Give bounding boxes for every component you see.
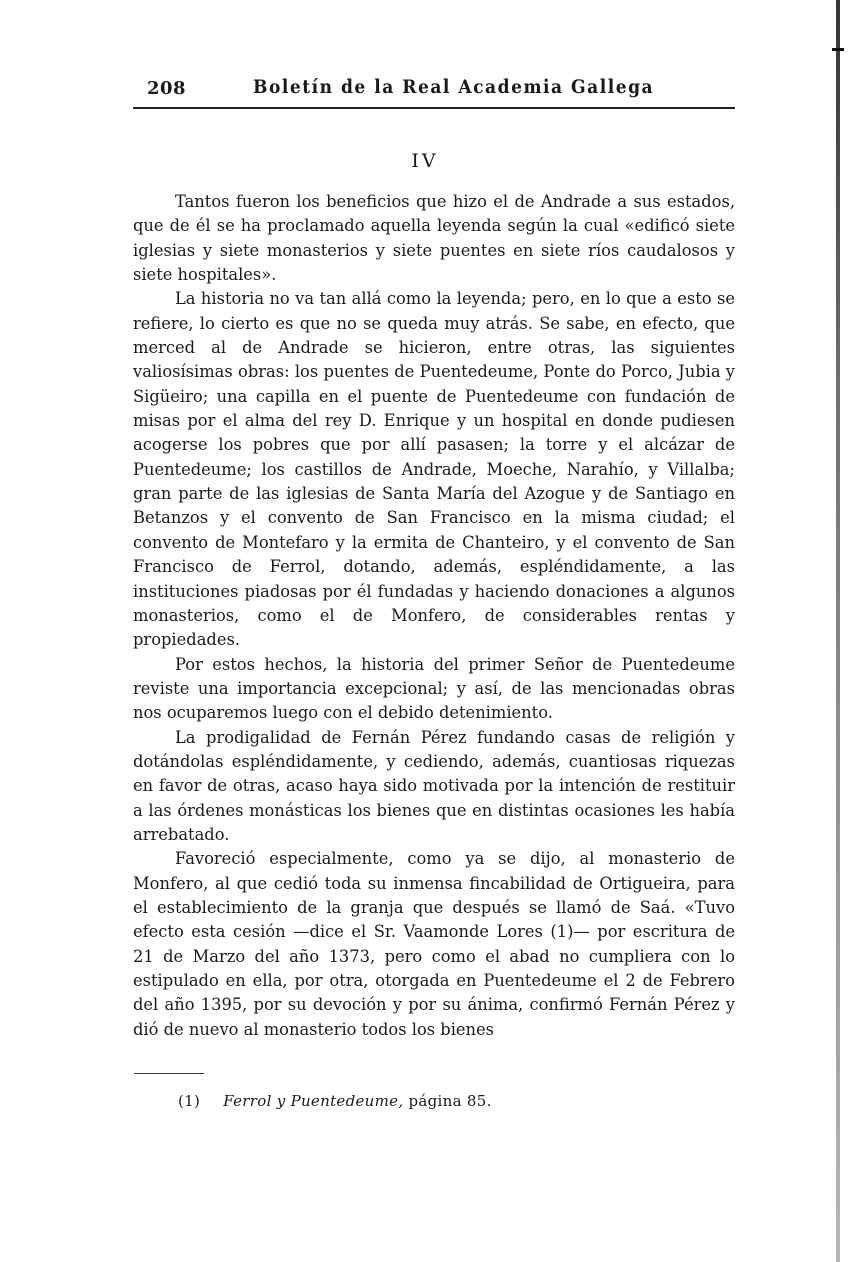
- running-header: [133, 70, 735, 106]
- footnote-page-ref: página 85.: [408, 1092, 492, 1110]
- body-text: [133, 190, 735, 1042]
- footnote-number: (1): [178, 1092, 201, 1110]
- footnote-rule: [134, 1073, 204, 1074]
- paragraph: Favoreció especialmente, como ya se dijo, al monasterio de Monfero, al que cedió toda su inmensa fincabilidad de Ortigueira, para el establecimiento de la granja que después se llamó de Saá. «Tuvo efecto esta cesión —dice el Sr. Vaamonde Lores (1)— por escritura de 21 de Marzo del año 1373, pero como el abad no cumpliera con lo estipulado en ella, por otra, otorgada en Puentedeume el 2 de Febrero del año 1395, por su devoción y por su ánima, confirmó Fernán Pérez y dió de nuevo al monasterio todos los bienes: [133, 849, 735, 1039]
- journal-title: Boletín de la Real Academia Gallega: [253, 76, 655, 98]
- footnote-source-title: Ferrol y Puentedeume,: [223, 1092, 404, 1110]
- paragraph: La historia no va tan allá como la leyenda; pero, en lo que a esto se refiere, lo cierto es que no se queda muy atrás. Se sabe, en efecto, que merced al de Andrade se hicieron, entre otras, las siguientes valiosísimas obras: los puentes de Puentedeume, Ponte do Porco, Jubia y Sigüeiro; una capilla en el puente de Puentedeume con fundación de misas por el alma del rey D. Enrique y un hospital en donde pudiesen acogerse los pobres que por allí pasasen; la torre y el alcázar de Puentedeume; los castillos de Andrade, Moeche, Narahío, y Villalba; gran parte de las iglesias de Santa María del Azogue y de Santiago en Betanzos y el convento de San Francisco en la misma ciudad; el convento de Montefaro y la ermita de Chanteiro, y el convento de San Francisco de Ferrol, dotando, además, espléndidamente, a las instituciones piadosas por él fundadas y haciendo donaciones a algunos monasterios, como el de Monfero, de considerables rentas y propiedades.: [133, 289, 735, 650]
- scan-edge-shadow: [836, 0, 840, 1262]
- paragraph: La prodigalidad de Fernán Pérez fundando casas de religión y dotándolas espléndidamente, y cediendo, además, cuantiosas riquezas en favor de otras, acaso haya sido motivada por la intención de restituir a las órdenes monásticas los bienes que en distintas ocasiones les había arrebatado.: [133, 727, 735, 844]
- footnote: [178, 1092, 492, 1110]
- section-title: IV: [411, 150, 439, 172]
- paragraph: Tantos fueron los beneficios que hizo el de Andrade a sus estados, que de él se ha proclamado aquella leyenda según la cual «edificó siete iglesias y siete monasterios y siete puentes en siete ríos caudalosos y siete hospitales».: [133, 192, 735, 285]
- paragraph: Por estos hechos, la historia del primer Señor de Puentedeume reviste una importancia excepcional; y así, de las mencionadas obras nos ocuparemos luego con el debido detenimiento.: [133, 654, 735, 723]
- scan-edge-mark: [832, 48, 844, 51]
- header-rule: [133, 107, 735, 109]
- page-number: 208: [147, 78, 187, 99]
